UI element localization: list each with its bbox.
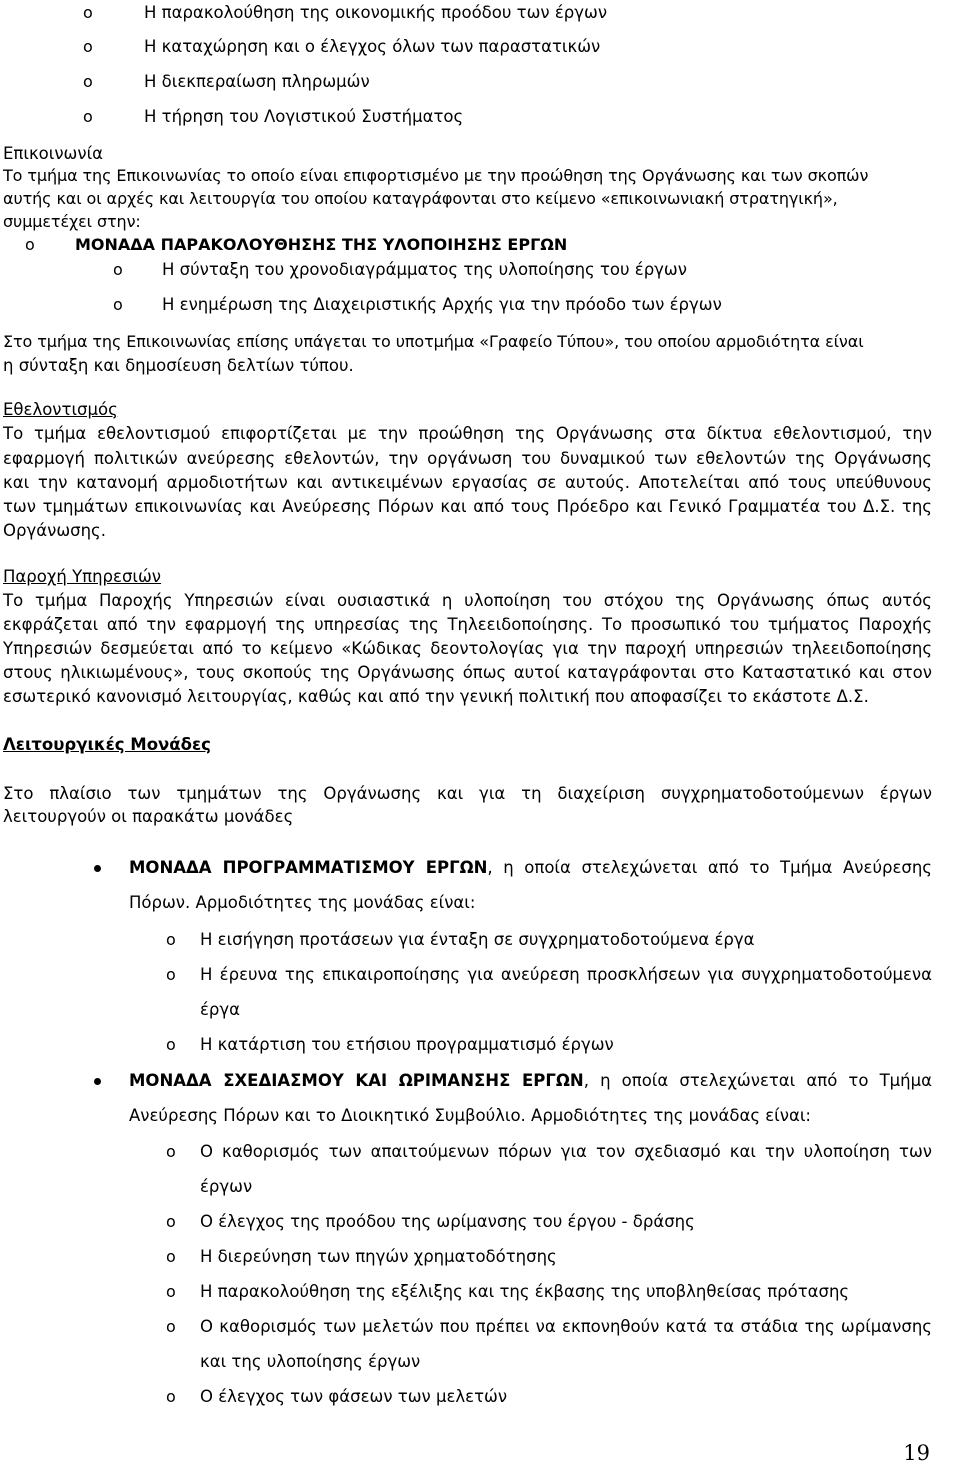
- list-marker: o: [113, 295, 123, 314]
- list-marker: o: [83, 3, 93, 22]
- unit-title-planning: ΜΟΝΑΔΑ ΣΧΕΔΙΑΣΜΟΥ ΚΑΙ ΩΡΙΜΑΝΣΗΣ ΕΡΓΩΝ: [129, 1071, 584, 1090]
- list-item: Η παρακολούθηση της οικονομικής προόδου των έργων: [144, 3, 608, 22]
- unit-heading-programming: [129, 857, 932, 879]
- list-item: Η καταχώρηση και ο έλεγχος όλων των παραστατικών: [144, 37, 601, 56]
- bullet-dot: [94, 1078, 101, 1085]
- list-marker: o: [113, 260, 123, 279]
- list-marker: o: [166, 1212, 176, 1231]
- list-item-continuation: και της υλοποίησης έργων: [200, 1352, 421, 1371]
- paragraph-line: Το τμήμα εθελοντισμού επιφορτίζεται με την προώθηση της Οργάνωσης στα δίκτυα εθελοντισμού, την: [3, 424, 932, 443]
- paragraph-line: στους ηλικιωμένους», τους σκοπούς της Οργάνωσης όπως αυτοί καταγράφονται στο Καταστατικό και στον: [3, 663, 932, 682]
- list-item: Η έρευνα της επικαιροποίησης για ανεύρεση προσκλήσεων για συγχρηματοδοτούμενα: [200, 965, 932, 984]
- section-heading-functional-units: Λειτουργικές Μονάδες: [3, 735, 211, 754]
- list-marker: o: [166, 1247, 176, 1266]
- unit-title-programming: ΜΟΝΑΔΑ ΠΡΟΓΡΑΜΜΑΤΙΣΜΟΥ ΕΡΓΩΝ: [129, 858, 488, 877]
- page-number: 19: [903, 1441, 930, 1465]
- paragraph-line: εσωτερικό κανονισμό λειτουργίας, καθώς και από την γενική πολιτική που αποφασίζει το εκάστοτε Δ.Σ.: [3, 687, 869, 706]
- paragraph-line: εφαρμογή πολιτικών ανεύρεσης εθελοντών, την οργάνωση του δυναμικού των εθελοντών της Οργάνωσης: [3, 449, 932, 468]
- unit-description: , η οποία στελεχώνεται από το Τμήμα Ανεύρεσης: [487, 858, 932, 877]
- list-marker: o: [83, 37, 93, 56]
- paragraph-line: εκφράζεται από την εφαρμογή της υπηρεσίας της Τηλεειδοποίησης. Το προσωπικό του τμήματος Παροχής: [3, 615, 932, 634]
- section-heading-services: Παροχή Υπηρεσιών: [3, 567, 162, 586]
- list-marker: o: [166, 930, 176, 949]
- list-marker: o: [166, 1035, 176, 1054]
- paragraph-line: η σύνταξη και δημοσίευση δελτίων τύπου.: [3, 356, 354, 375]
- list-item-continuation: έργα: [200, 1000, 241, 1019]
- list-item: Ο καθορισμός των μελετών που πρέπει να εκπονηθούν κατά τα στάδια της ωρίμανσης: [200, 1317, 932, 1336]
- list-item: Ο έλεγχος των φάσεων των μελετών: [200, 1387, 508, 1406]
- paragraph-line: Το τμήμα της Επικοινωνίας το οποίο είναι επιφορτισμένο με την προώθηση της Οργάνωσης και των σκοπών: [3, 166, 869, 185]
- paragraph-line: Το τμήμα Παροχής Υπηρεσιών είναι ουσιαστικά η υλοποίηση του στόχου της Οργάνωσης όπως αυτός: [3, 591, 932, 610]
- list-item: Η τήρηση του Λογιστικού Συστήματος: [144, 107, 464, 126]
- list-marker: o: [166, 1387, 176, 1406]
- paragraph-line: Πόρων. Αρμοδιότητες της μονάδας είναι:: [129, 893, 476, 912]
- list-item-continuation: έργων: [200, 1177, 253, 1196]
- list-marker: o: [166, 965, 176, 984]
- list-item: Η εισήγηση προτάσεων για ένταξη σε συγχρηματοδοτούμενα έργα: [200, 930, 755, 949]
- list-marker: o: [166, 1282, 176, 1301]
- list-marker: o: [166, 1142, 176, 1161]
- paragraph-line: Οργάνωσης.: [3, 521, 106, 540]
- list-item: Ο καθορισμός των απαιτούμενων πόρων για τον σχεδιασμό και την υλοποίηση των: [200, 1142, 932, 1161]
- paragraph-line: Ανεύρεσης Πόρων και το Διοικητικό Συμβούλιο. Αρμοδιότητες της μονάδας είναι:: [129, 1106, 811, 1125]
- section-heading-volunteering: Εθελοντισμός: [3, 400, 118, 419]
- list-marker: o: [83, 72, 93, 91]
- bullet-dot: [94, 865, 101, 872]
- list-marker: o: [83, 107, 93, 126]
- list-item: Η ενημέρωση της Διαχειριστικής Αρχής για την πρόοδο των έργων: [162, 295, 722, 314]
- paragraph-line: των τμημάτων επικοινωνίας και Ανεύρεσης Πόρων και από τους Πρόεδρο και Γενικό Γραμματέα του Δ.Σ. της: [3, 497, 932, 516]
- paragraph-line: Υπηρεσιών δεσμεύεται από το κείμενο «Κώδικας δεοντολογίας για την παροχή υπηρεσιών τηλεειδοποίησης: [3, 639, 932, 658]
- unit-heading-planning: [129, 1070, 932, 1092]
- unit-description: , η οποία στελεχώνεται από το Τμήμα: [583, 1071, 933, 1090]
- paragraph-line: λειτουργούν οι παρακάτω μονάδες: [3, 807, 294, 826]
- list-marker: o: [166, 1317, 176, 1336]
- list-item: Η κατάρτιση του ετήσιου προγραμματισμό έργων: [200, 1035, 614, 1054]
- list-item: Η διεκπεραίωση πληρωμών: [144, 72, 370, 91]
- list-item: Η παρακολούθηση της εξέλιξης και της έκβασης της υποβληθείσας πρότασης: [200, 1282, 850, 1301]
- list-item: Η σύνταξη του χρονοδιαγράμματος της υλοποίησης του έργων: [162, 260, 687, 279]
- list-marker: o: [25, 235, 35, 254]
- list-item: Ο έλεγχος της προόδου της ωρίμανσης του έργου - δράσης: [200, 1212, 695, 1231]
- unit-title-monitoring: ΜΟΝΑΔΑ ΠΑΡΑΚΟΛΟΥΘΗΣΗΣ ΤΗΣ ΥΛΟΠΟΙΗΣΗΣ ΕΡΓΩΝ: [75, 235, 568, 254]
- paragraph-line: και την κατανομή αρμοδιοτήτων και αντικειμένων εργασίας σε αυτούς. Αποτελείται από τους υπεύθυνους: [3, 473, 932, 492]
- paragraph-line: αυτής και οι αρχές και λειτουργία του οποίου καταγράφονται στο κείμενο «επικοινωνιακή στρατηγική»,: [3, 189, 838, 208]
- section-heading-communication: Επικοινωνία: [3, 144, 104, 163]
- paragraph-line: Στο τμήμα της Επικοινωνίας επίσης υπάγεται το υποτμήμα «Γραφείο Τύπου», του οποίου αρμοδιότητα είναι: [3, 332, 864, 351]
- list-item: Η διερεύνηση των πηγών χρηματοδότησης: [200, 1247, 557, 1266]
- paragraph-line: συμμετέχει στην:: [3, 212, 141, 231]
- paragraph-line: Στο πλαίσιο των τμημάτων της Οργάνωσης και για τη διαχείριση συγχρηματοδοτούμενων έργων: [3, 784, 932, 803]
